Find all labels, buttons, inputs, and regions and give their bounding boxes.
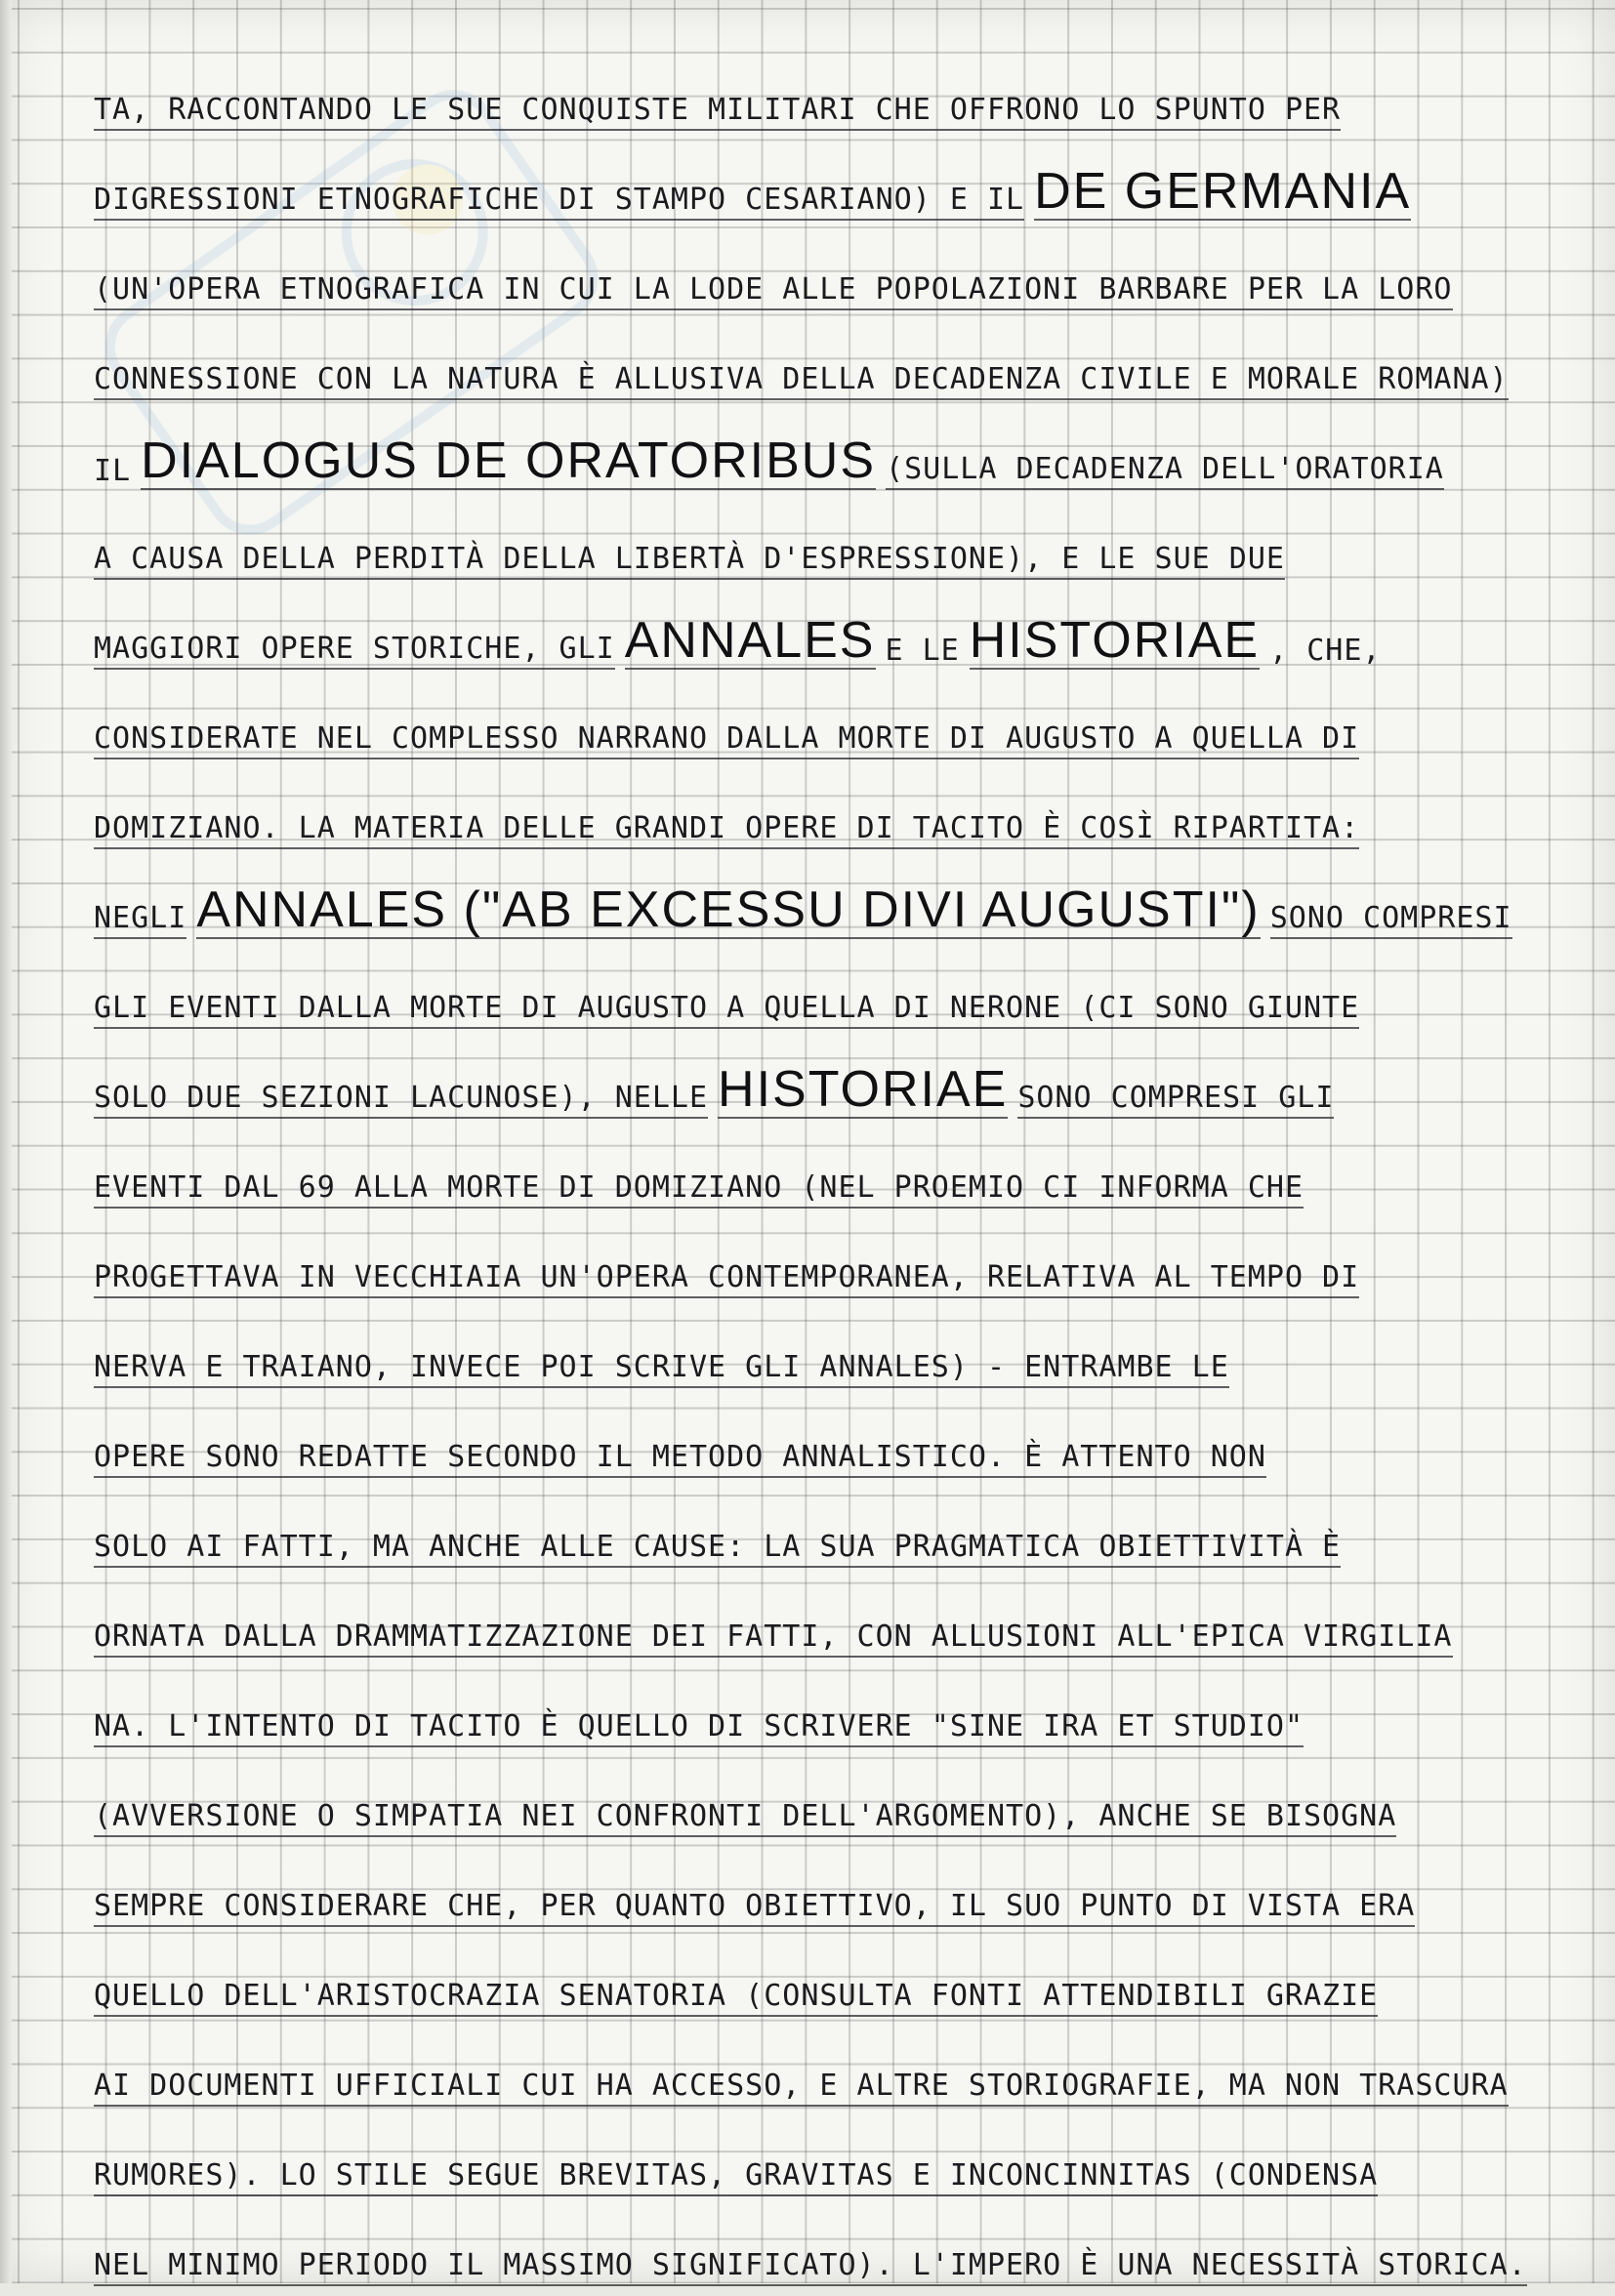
text-segment: MAGGIORI OPERE STORICHE, GLI: [94, 632, 615, 670]
text-segment: SONO COMPRESI GLI: [1017, 1081, 1334, 1119]
text-line: [94, 230, 1597, 320]
text-segment: AI DOCUMENTI UFFICIALI CUI HA ACCESSO, E ALTRE STORIOGRAFIE, MA NON TRASCURA: [94, 2069, 1509, 2107]
text-segment: TA, RACCONTANDO LE SUE CONQUISTE MILITARI CHE OFFRONO LO SPUNTO PER: [94, 93, 1341, 131]
text-segment: SONO COMPRESI: [1270, 901, 1512, 939]
text-line: [94, 1039, 1597, 1128]
text-segment: EVENTI DAL 69 ALLA MORTE DI DOMIZIANO (NEL PROEMIO CI INFORMA CHE: [94, 1170, 1304, 1209]
text-segment: CONNESSIONE CON LA NATURA È ALLUSIVA DELLA DECADENZA CIVILE E MORALE ROMANA): [94, 362, 1509, 400]
work-title: ANNALES: [624, 612, 876, 669]
text-line: [94, 410, 1597, 500]
text-line: [94, 1847, 1597, 1937]
text-line: [94, 1398, 1597, 1488]
text-segment: NEL MINIMO PERIODO IL MASSIMO SIGNIFICATO). L'IMPERO È UNA NECESSITÀ STORICA.: [94, 2248, 1527, 2286]
text-line: [94, 2206, 1597, 2296]
text-line: [94, 1488, 1597, 1578]
text-segment: , CHE,: [1269, 634, 1382, 668]
text-line: [94, 1667, 1597, 1757]
text-line: [94, 1937, 1597, 2027]
text-line: [94, 859, 1597, 949]
text-line: [94, 51, 1597, 141]
text-line: [94, 679, 1597, 769]
work-title: ANNALES ("AB EXCESSU DIVI AUGUSTI"): [196, 882, 1261, 938]
text-segment: OPERE SONO REDATTE SECONDO IL METODO ANNALISTICO. È ATTENTO NON: [94, 1440, 1266, 1478]
text-segment: A CAUSA DELLA PERDITÀ DELLA LIBERTÀ D'ESPRESSIONE), E LE SUE DUE: [94, 542, 1285, 580]
text-line: [94, 500, 1597, 590]
text-segment: SEMPRE CONSIDERARE CHE, PER QUANTO OBIETTIVO, IL SUO PUNTO DI VISTA ERA: [94, 1889, 1415, 1927]
text-segment: ORNATA DALLA DRAMMATIZZAZIONE DEI FATTI, CON ALLUSIONI ALL'EPICA VIRGILIA: [94, 1620, 1453, 1658]
text-line: [94, 2027, 1597, 2116]
text-segment: (SULLA DECADENZA DELL'ORATORIA: [886, 452, 1444, 490]
text-segment: E LE: [885, 634, 960, 668]
text-segment: DIGRESSIONI ETNOGRAFICHE DI STAMPO CESARIANO) E IL: [94, 183, 1024, 221]
text-segment: DOMIZIANO. LA MATERIA DELLE GRANDI OPERE DI TACITO È COSÌ RIPARTITA:: [94, 811, 1359, 849]
text-line: [94, 1757, 1597, 1847]
text-segment: PROGETTAVA IN VECCHIAIA UN'OPERA CONTEMPORANEA, RELATIVA AL TEMPO DI: [94, 1260, 1359, 1298]
work-title: DIALOGUS DE ORATORIBUS: [141, 432, 877, 489]
text-line: [94, 320, 1597, 410]
text-segment: NERVA E TRAIANO, INVECE POI SCRIVE GLI ANNALES) - ENTRAMBE LE: [94, 1350, 1229, 1388]
text-segment: NEGLI: [94, 901, 186, 939]
text-segment: IL: [94, 454, 132, 488]
text-segment: GLI EVENTI DALLA MORTE DI AUGUSTO A QUELLA DI NERONE (CI SONO GIUNTE: [94, 991, 1359, 1029]
text-segment: QUELLO DELL'ARISTOCRAZIA SENATORIA (CONSULTA FONTI ATTENDIBILI GRAZIE: [94, 1979, 1378, 2017]
text-line: [94, 1218, 1597, 1308]
page-edge: [0, 0, 12, 2283]
text-segment: SOLO DUE SEZIONI LACUNOSE), NELLE: [94, 1081, 708, 1119]
text-line: [94, 2116, 1597, 2206]
text-segment: (AVVERSIONE O SIMPATIA NEI CONFRONTI DELL'ARGOMENTO), ANCHE SE BISOGNA: [94, 1799, 1396, 1837]
text-segment: CONSIDERATE NEL COMPLESSO NARRANO DALLA MORTE DI AUGUSTO A QUELLA DI: [94, 721, 1359, 759]
text-line: [94, 1308, 1597, 1398]
text-line: [94, 1128, 1597, 1218]
text-line: [94, 141, 1597, 230]
work-title: HISTORIAE: [718, 1061, 1009, 1118]
text-line: [94, 949, 1597, 1039]
handwritten-notes: [94, 51, 1597, 2296]
text-segment: RUMORES). LO STILE SEGUE BREVITAS, GRAVITAS E INCONCINNITAS (CONDENSA: [94, 2158, 1378, 2196]
text-segment: (UN'OPERA ETNOGRAFICA IN CUI LA LODE ALLE POPOLAZIONI BARBARE PER LA LORO: [94, 272, 1453, 310]
text-segment: NA. L'INTENTO DI TACITO È QUELLO DI SCRIVERE "SINE IRA ET STUDIO": [94, 1709, 1304, 1747]
text-line: [94, 590, 1597, 679]
work-title: HISTORIAE: [969, 612, 1261, 669]
text-segment: SOLO AI FATTI, MA ANCHE ALLE CAUSE: LA SUA PRAGMATICA OBIETTIVITÀ È: [94, 1530, 1341, 1568]
text-line: [94, 769, 1597, 859]
work-title: DE GERMANIA: [1034, 163, 1412, 220]
text-line: [94, 1578, 1597, 1667]
